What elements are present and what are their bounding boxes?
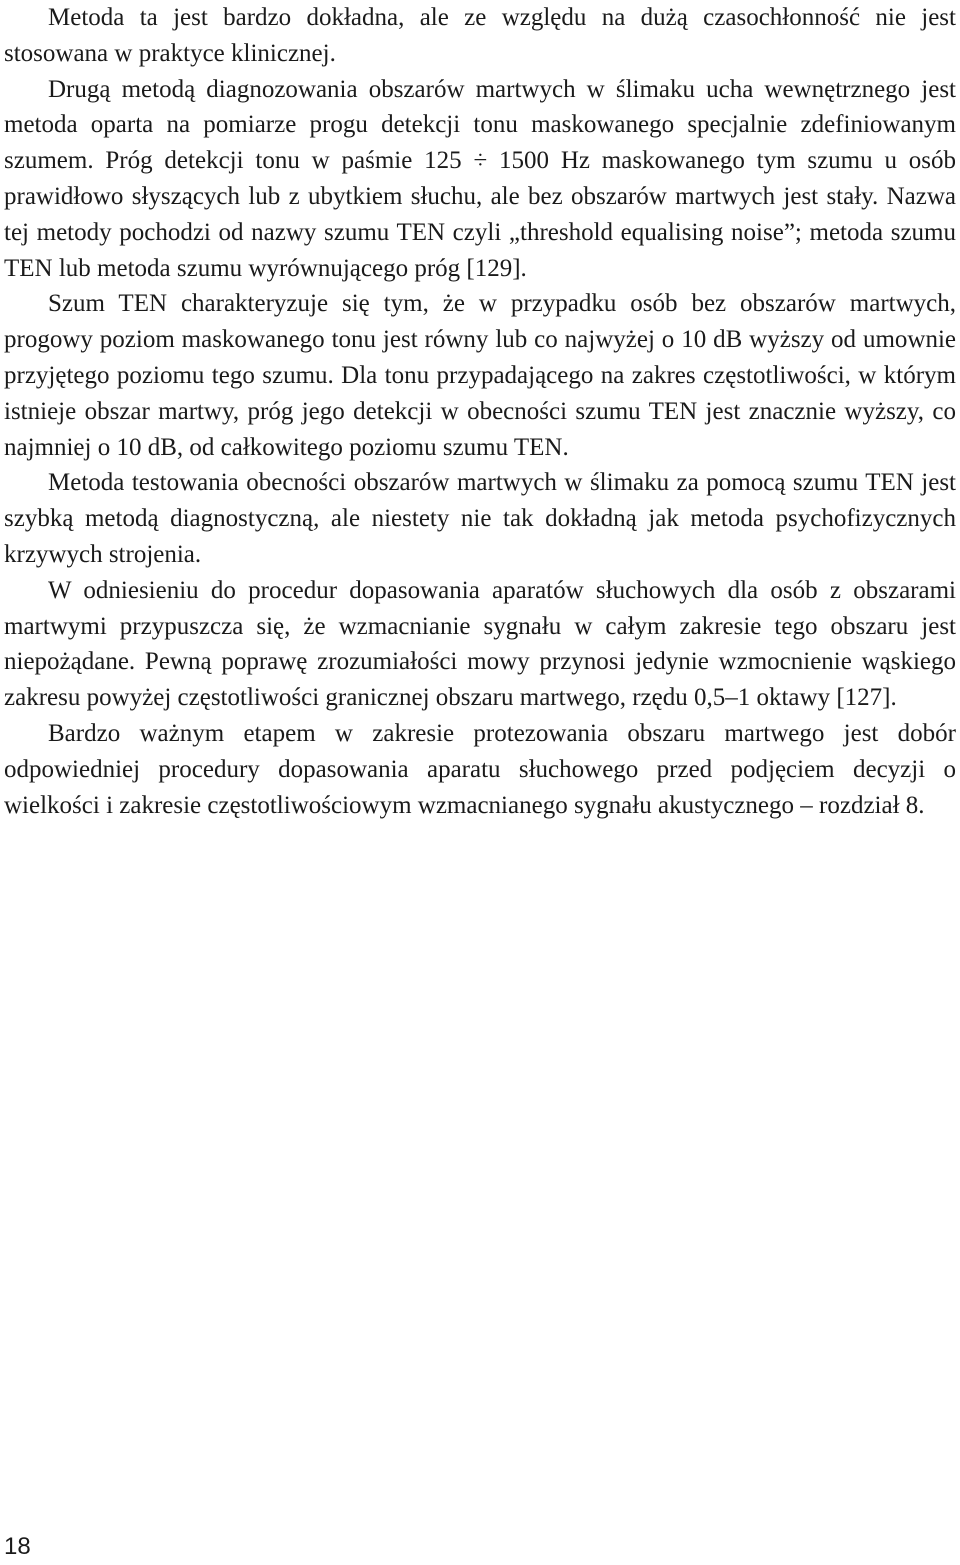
paragraph-2: Drugą metodą diagnozowania obszarów martwych w ślimaku ucha wewnętrznego jest metoda oparta na pomiarze progu detekcji tonu maskowanego specjalnie zdefiniowanym szumem. Próg detekcji tonu w paśmie 125 ÷ 1500 Hz maskowanego tym szumu u osób prawidłowo słyszących lub z ubytkiem słuchu, ale bez obszarów martwych jest stały. Nazwa tej metody pochodzi od nazwy szumu TEN czyli „threshold equalising noise”; metoda szumu TEN lub metoda szumu wyrównującego próg [129]. [4,75,956,282]
paragraph-4: Metoda testowania obecności obszarów martwych w ślimaku za pomocą szumu TEN jest szybką metodą diagnostyczną, ale niestety nie tak dokładną jak metoda psychofizycznych krzywych strojenia. [4,469,956,568]
paragraph-5: W odniesieniu do procedur dopasowania aparatów słuchowych dla osób z obszarami martwymi przypuszcza się, że wzmacnianie sygnału w całym zakresie tego obszaru jest niepożądane. Pewną poprawę zrozumiałości mowy przynosi jedynie wzmocnienie wąskiego zakresu powyżej częstotliwości granicznej obszaru martwego, rzędu 0,5–1 oktawy [127]. [4,576,956,712]
paragraph-3: Szum TEN charakteryzuje się tym, że w przypadku osób bez obszarów martwych, progowy poziom maskowanego tonu jest równy lub co najwyżej o 10 dB wyższy od umownie przyjętego poziomu tego szumu. Dla tonu przypadającego na zakres częstotliwości, w którym istnieje obszar martwy, próg jego detekcji w obecności szumu TEN jest znacznie wyższy, co najmniej o 10 dB, od całkowitego poziomu szumu TEN. [4,290,956,461]
body-text [4,0,956,823]
page-number: 18 [4,1533,31,1560]
paragraph-1: Metoda ta jest bardzo dokładna, ale ze względu na dużą czasochłonność nie jest stosowana w praktyce klinicznej. [4,4,956,67]
paragraph-6: Bardzo ważnym etapem w zakresie protezowania obszaru martwego jest dobór odpowiedniej procedury dopasowania aparatu słuchowego przed podjęciem decyzji o wielkości i zakresie częstotliwościowym wzmacnianego sygnału akustycznego – rozdział 8. [4,719,956,819]
